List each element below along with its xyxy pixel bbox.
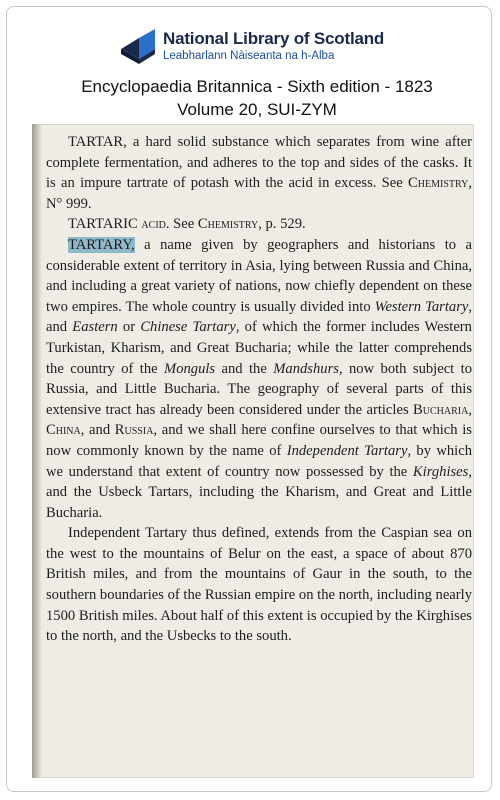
headword: TARTARIC: [68, 216, 138, 233]
headword: TARTAR: [68, 134, 124, 150]
nls-logo-icon: [119, 23, 157, 67]
entry-tartar: TARTAR, a hard solid substance which separates from wine after complete fermentation, and adheres to the top and sides of the casks. It is an impure tartrate of potash with the acid in excess. See Chemistry, N° 999.: [46, 134, 472, 212]
search-highlight: TARTARY,: [68, 236, 135, 253]
entry-tartary-paragraph-2: Independent Tartary thus defined, extends from the Caspian sea on the west to the mountains of Belur on the east, a space of about 870 British miles, and from the mountains of Gaur in the south, to the southern boundaries of the Russian empire on the north, including nearly 1500 British miles. About half of this extent is occupied by the Kirghises to the north, and the Usbecks to the south.: [46, 525, 472, 645]
logo-title: National Library of Scotland: [163, 29, 385, 48]
cross-reference: Bucharia: [413, 401, 469, 418]
cross-reference: Chemistry: [408, 175, 469, 192]
publication-header: [7, 75, 500, 121]
entry-tartary: TARTARY, a name given by geographers and historians to a considerable extent of territory in Asia, lying between Russia and China, and including a great variety of nations, now chiefly dependent on these two empires. The whole country is usually divided into Western Tartary, and Eastern or Chinese Tartary, of which the former includes Western Turkistan, Kharism, and Great Bucharia; while the latter comprehends the country of the Monguls and the Mandshurs, now both subject to Russia, and Little Bucharia. The geography of several parts of this extensive tract has already been considered under the articles Bucharia, China, and Russia, and we shall here confine ourselves to that which is now commonly known by the name of Independent Tartary, by which we understand that extent of country now possessed by the Kirghises, and the Usbeck Tartars, including the Kharism, and Great and Little Bucharia.: [46, 236, 473, 521]
page-gutter-shadow: [32, 124, 42, 778]
logo-subtitle: Leabharlann Nàiseanta na h-Alba: [163, 50, 335, 62]
entry-tartaric: TARTARIC acid. See Chemistry, p. 529.: [68, 216, 306, 233]
publication-title: Encyclopaedia Britannica - Sixth edition - 1823: [81, 77, 433, 96]
article-text: [46, 132, 472, 647]
cross-reference: China: [46, 422, 81, 439]
cross-reference: Russia: [114, 422, 154, 439]
cross-reference: Chemistry: [197, 216, 259, 233]
library-logo[interactable]: [119, 23, 419, 67]
volume-label: Volume 20, SUI-ZYM: [177, 100, 337, 119]
scanned-page: [32, 124, 474, 778]
